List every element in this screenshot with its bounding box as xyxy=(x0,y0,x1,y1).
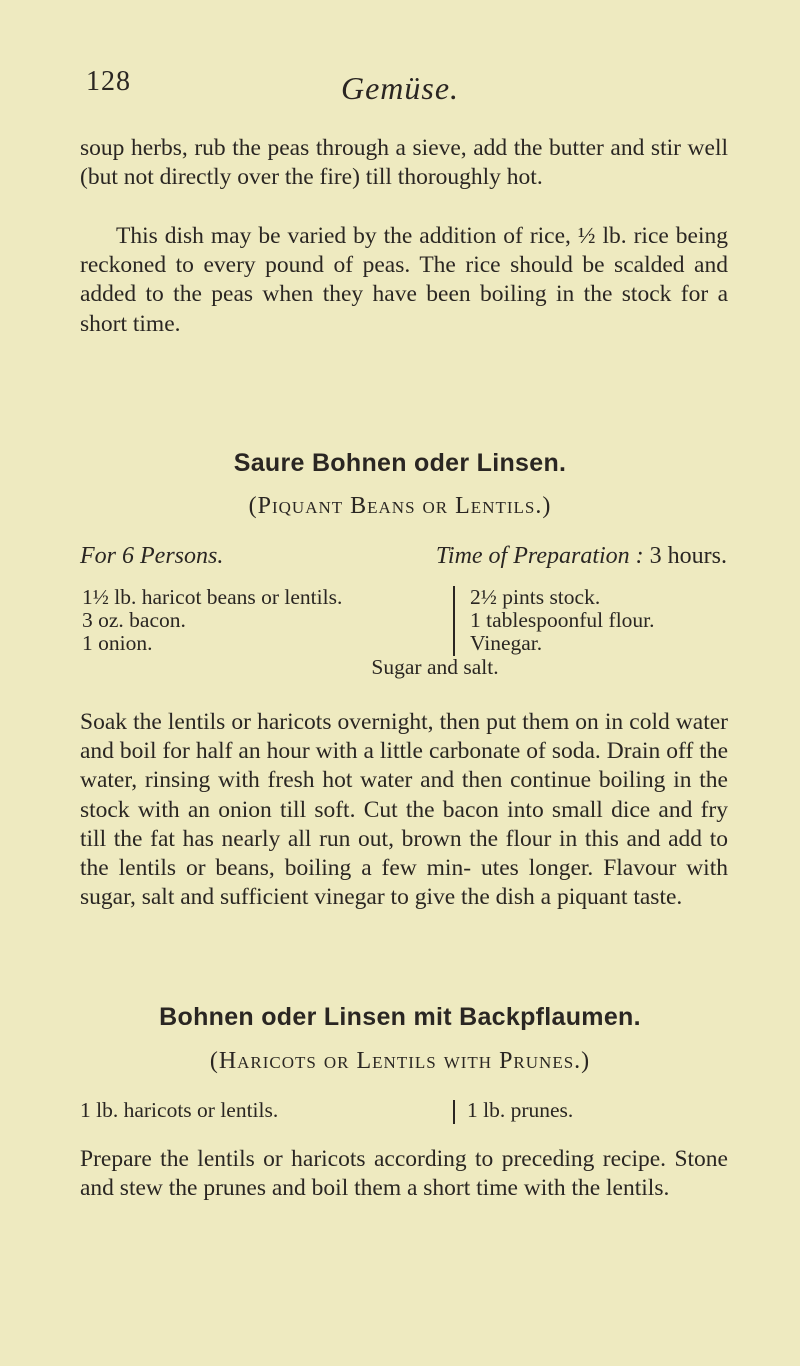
recipe2-method: Prepare the lentils or haricots according to preceding recipe. Stone and stew the prunes and boil them a short time with the lentils. xyxy=(80,1146,728,1202)
recipe1-method: Soak the lentils or haricots overnight, then put them on in cold water and boil for half an hour with a little carbonate of soda. Drain off the water, rinsing with fresh hot water and then continue boiling in the stock with an onion till soft. Cut the bacon into small dice and fry till the fat has nearly all run out, brown the flour in this and add to the lentils or beans, boiling a few min- utes longer. Flavour with sugar, salt and sufficient vinegar to give the dish a piquant taste. xyxy=(80,709,728,911)
ingredient-item: 1 onion. xyxy=(82,631,153,655)
recipe2-ingredient-left: 1 lb. haricots or lentils. xyxy=(80,1098,279,1122)
ingredient-item: 1 tablespoonful flour. xyxy=(470,608,655,632)
ingredient-divider xyxy=(453,1100,455,1124)
recipe1-time-value: 3 hours. xyxy=(649,543,727,569)
page-number: 128 xyxy=(86,66,131,97)
ingredient-item: Vinegar. xyxy=(470,631,543,655)
recipe2-subtitle: (Haricots or Lentils with Prunes.) xyxy=(209,1048,591,1074)
recipe1-servings: For 6 Persons. xyxy=(80,543,224,569)
ingredient-item: 3 oz. bacon. xyxy=(82,608,186,632)
recipe1-ingredient-center xyxy=(0,655,800,680)
recipe1-subtitle: (Piquant Beans or Lentils.) xyxy=(248,493,552,519)
recipe2-ingredient-right: 1 lb. prunes. xyxy=(467,1098,574,1122)
recipe1-title: Saure Bohnen oder Linsen. xyxy=(233,449,567,477)
ingredient-item: 2½ pints stock. xyxy=(470,585,601,609)
recipe1-time xyxy=(436,543,727,570)
ingredient-item: Sugar and salt. xyxy=(371,655,499,679)
running-head: Gemüse. xyxy=(340,70,460,106)
recipe1-time-label: Time of Preparation : xyxy=(435,543,644,569)
ingredient-divider xyxy=(453,586,455,656)
recipe2-title: Bohnen oder Linsen mit Backpflaumen. xyxy=(159,1003,641,1031)
intro-paragraph-1: soup herbs, rub the peas through a sieve, add the butter and stir well (but not directly over the fire) till thoroughly hot. xyxy=(80,135,728,191)
recipe1-ingredients-right xyxy=(470,586,655,655)
ingredient-item: 1½ lb. haricot beans or lentils. xyxy=(82,585,343,609)
recipe1-ingredients-left xyxy=(82,586,342,655)
intro-paragraph-2: This dish may be varied by the addition of rice, ½ lb. rice being reckoned to every pound of peas. The rice should be scalded and added to the peas when they have been boiling in the stock for a short time. xyxy=(80,223,728,337)
